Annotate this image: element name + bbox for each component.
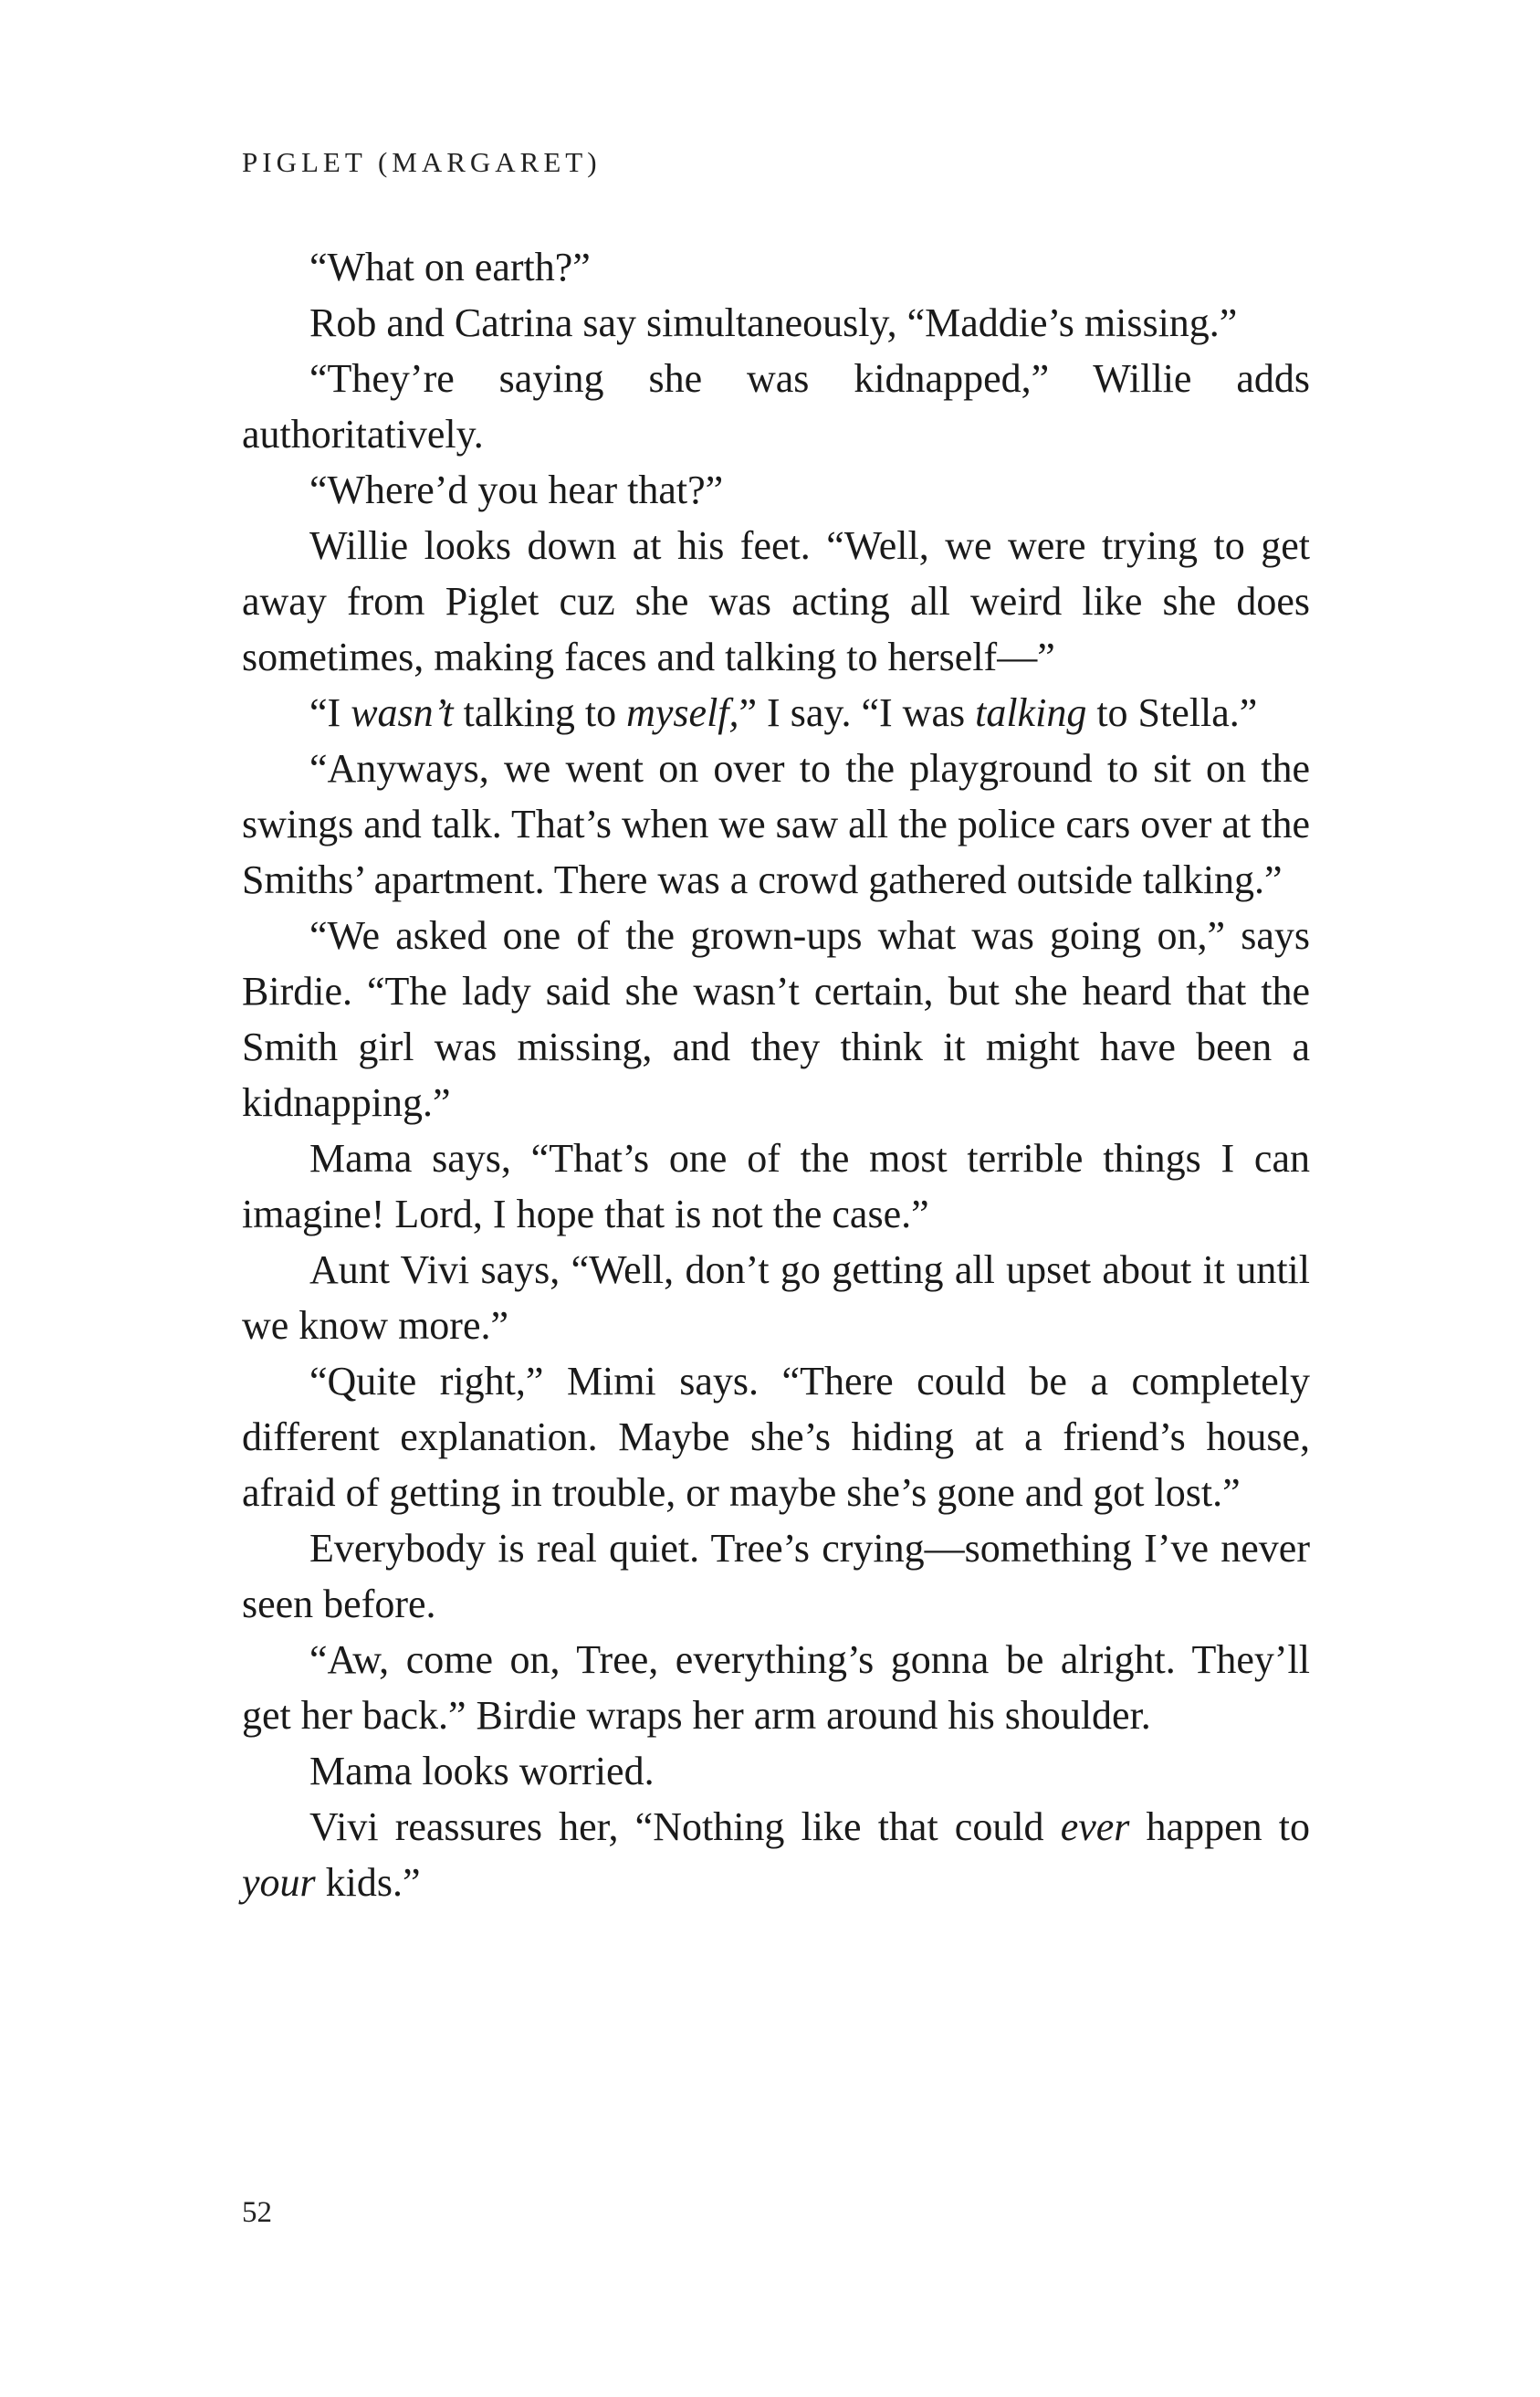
paragraph [242,1130,1310,1242]
text-run: happen to [1129,1804,1310,1849]
text-run: Aunt Vivi says, “Well, don’t go getting all upset about it until we know more.” [242,1247,1310,1348]
text-run: Mama says, “That’s one of the most terrible things I can imagine! Lord, I hope that is not the case.” [242,1136,1310,1236]
text-run: Vivi reassures her, “Nothing like that could [309,1804,1061,1849]
italic-text: wasn’t [351,690,454,735]
italic-text: myself, [626,690,739,735]
paragraph [242,685,1310,741]
paragraph [242,295,1310,351]
text-run: “Where’d you hear that?” [309,468,724,512]
paragraph [242,1799,1310,1910]
paragraph [242,741,1310,908]
text-run: “Aw, come on, Tree, everything’s gonna be alright. They’ll get her back.” Birdie wraps her arm around his shoulder. [242,1637,1310,1738]
text-run: “What on earth?” [309,245,591,289]
text-run: “They’re saying she was kidnapped,” Willie adds authoritatively. [242,356,1310,457]
text-run: Everybody is real quiet. Tree’s crying—something I’ve never seen before. [242,1526,1310,1626]
text-run: to Stella.” [1086,690,1258,735]
text-run: “We asked one of the grown-ups what was going on,” says Birdie. “The lady said she wasn’t certain, but she heard that the Smith girl was missing, and they think it might have been a kidnapping.” [242,913,1310,1125]
paragraph [242,1743,1310,1799]
paragraph [242,1520,1310,1632]
text-run: Mama looks worried. [309,1749,655,1793]
text-run: Rob and Catrina say simultaneously, “Maddie’s missing.” [309,300,1238,345]
text-run: “I [309,690,351,735]
paragraph [242,908,1310,1130]
text-run: “Quite right,” Mimi says. “There could be a completely different explanation. Maybe she’s hiding at a friend’s house, afraid of getting in trouble, or maybe she’s gone and got lost.” [242,1359,1310,1515]
text-run: ” I say. “I was [739,690,976,735]
body-text [242,239,1310,1910]
paragraph [242,462,1310,518]
paragraph [242,518,1310,685]
paragraph [242,1632,1310,1743]
text-run: talking to [453,690,627,735]
italic-text: ever [1060,1804,1130,1849]
italic-text: talking [975,690,1087,735]
text-run: “Anyways, we went on over to the playground to sit on the swings and talk. That’s when we saw all the police cars over at the Smiths’ apartment. There was a crowd gathered outside talking.” [242,746,1310,902]
italic-text: your [242,1860,316,1905]
text-run: Willie looks down at his feet. “Well, we were trying to get away from Piglet cuz she was acting all weird like she does sometimes, making faces and talking to herself—” [242,523,1310,679]
paragraph [242,1353,1310,1520]
paragraph [242,1242,1310,1353]
paragraph [242,351,1310,462]
text-run: kids.” [315,1860,421,1905]
page-number: 52 [242,2196,272,2229]
running-head: PIGLET (MARGARET) [242,146,602,178]
paragraph [242,239,1310,295]
